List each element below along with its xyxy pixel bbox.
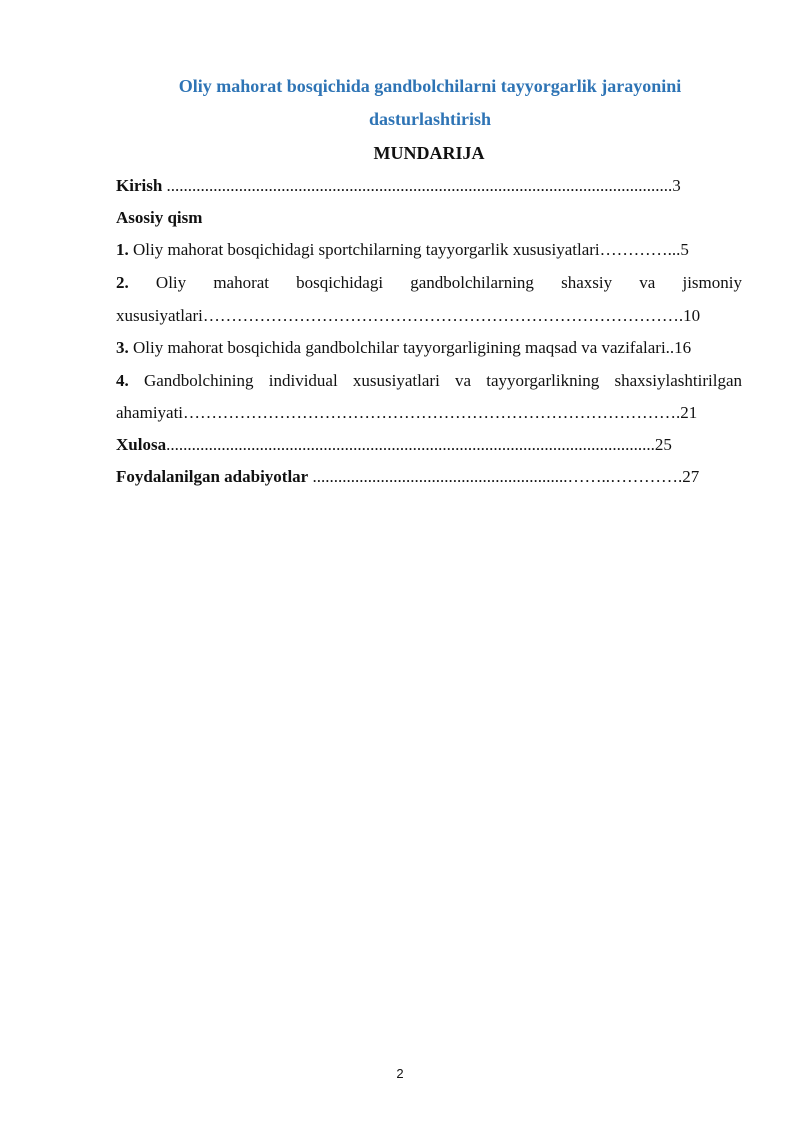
document-title-line2: dasturlashtirish xyxy=(368,109,492,129)
toc-references-label: Foydalanilgan adabiyotlar xyxy=(116,467,309,486)
toc-item4-text-line1: Gandbolchining individual xususiyatlari va tayyorgarlikning shaxsiylashtirilgan xyxy=(143,371,742,390)
toc-xulosa-page: .25 xyxy=(650,435,672,454)
toc-item4-text-line2: ahamiyati…………………………………………………………………………… xyxy=(116,403,677,422)
toc-entry-4-line2 xyxy=(116,403,742,423)
toc-item2-number: 2. xyxy=(116,273,129,292)
toc-item2-text-line1: Oliy mahorat bosqichidagi gandbolchilarning shaxsiy va jismoniy xyxy=(155,273,742,292)
toc-item2-page: .10 xyxy=(678,306,701,325)
toc-heading: MUNDARIJA xyxy=(373,143,485,163)
toc-entry-references xyxy=(116,467,742,487)
toc-entry-2-line2 xyxy=(116,306,742,326)
toc-item1-text: Oliy mahorat bosqichidagi sportchilarning tayyorgarlik xususiyatlari………….. xyxy=(128,240,677,259)
toc-xulosa-label: Xulosa xyxy=(116,435,167,454)
toc-item3-page: 16 xyxy=(674,338,692,357)
toc-kirish-page: 3 xyxy=(672,176,681,195)
toc-entry-2-line1 xyxy=(116,273,742,293)
toc-kirish-dots: ....................................................................................................................... xyxy=(162,176,673,195)
toc-item3-number: 3. xyxy=(116,338,129,357)
toc-section-label: Asosiy qism xyxy=(116,208,203,227)
toc-section-asosiy xyxy=(116,208,742,228)
toc-entry-xulosa xyxy=(116,435,742,455)
page-number: 2 xyxy=(396,1066,404,1081)
toc-references-page: .27 xyxy=(677,467,700,486)
toc-item3-text: Oliy mahorat bosqichida gandbolchilar tayyorgarligining maqsad va vazifalari.. xyxy=(128,338,675,357)
toc-entry-kirish xyxy=(116,176,742,196)
toc-item4-page: .21 xyxy=(676,403,698,422)
toc-item1-page: .5 xyxy=(676,240,689,259)
toc-references-dots: ............................................................……..………… xyxy=(308,467,678,486)
toc-xulosa-dots: .................................................................................................................. xyxy=(166,435,651,454)
document-title-line1: Oliy mahorat bosqichida gandbolchilarni tayyorgarlik jarayonini xyxy=(178,76,682,96)
toc-entry-1 xyxy=(116,240,742,260)
toc-item2-text-line2: xususiyatlari………………………………………………………………………… xyxy=(116,306,679,325)
toc-item4-number: 4. xyxy=(116,371,129,390)
toc-kirish-label: Kirish xyxy=(116,176,163,195)
toc-entry-3 xyxy=(116,338,742,358)
toc-entry-4-line1 xyxy=(116,371,742,391)
toc-item1-number: 1. xyxy=(116,240,129,259)
